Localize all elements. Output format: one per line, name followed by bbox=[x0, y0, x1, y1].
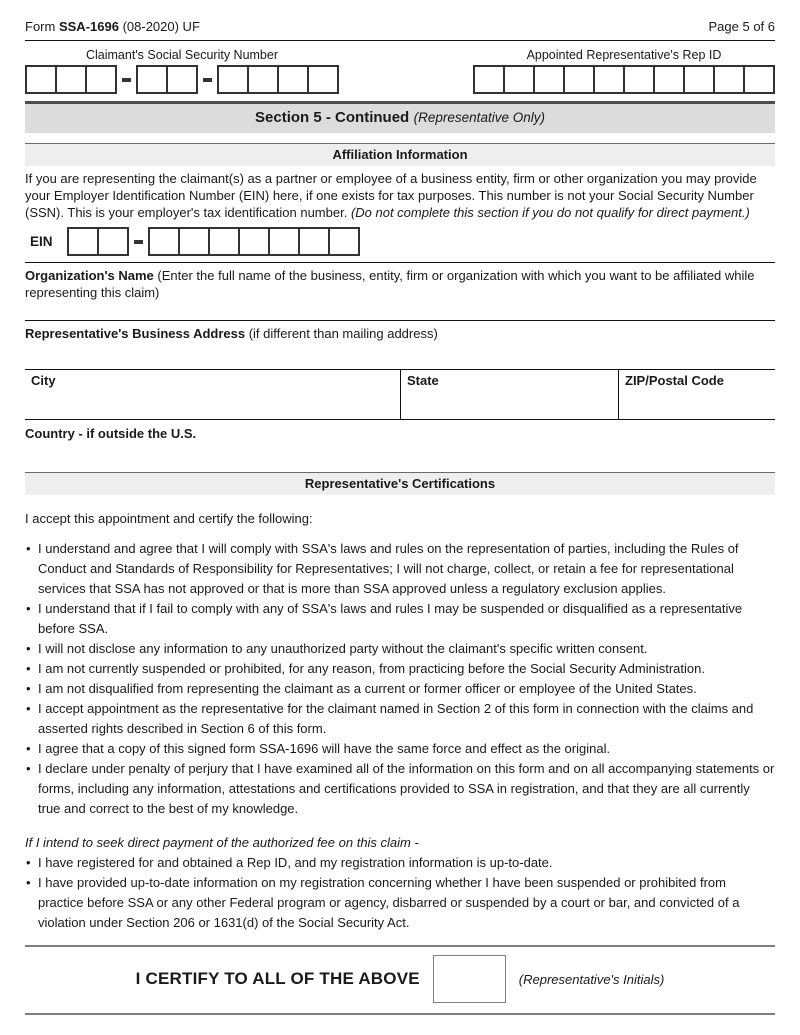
certifications-list bbox=[25, 539, 775, 819]
ssn-digit-box[interactable] bbox=[166, 65, 198, 94]
form-suffix: (08-2020) UF bbox=[122, 19, 200, 34]
page-number: Page 5 of 6 bbox=[708, 19, 775, 34]
ein-digit-box[interactable] bbox=[238, 227, 270, 256]
zip-field[interactable] bbox=[618, 370, 775, 419]
ein-digit-box[interactable] bbox=[298, 227, 330, 256]
country-input-area[interactable] bbox=[25, 442, 775, 472]
repid-digit-box[interactable] bbox=[713, 65, 745, 94]
id-boxes-row bbox=[25, 48, 775, 94]
ssn-group bbox=[25, 48, 339, 94]
repid-box-strip bbox=[473, 65, 775, 94]
business-address-note: (if different than mailing address) bbox=[248, 326, 438, 341]
page-header bbox=[25, 0, 775, 41]
ssn-digit-box[interactable] bbox=[85, 65, 117, 94]
certification-item: • I declare under penalty of perjury that I have examined all of the information on this form and on all accompanying statements or forms, including any information, attestations and certifications provided to SSA in registration, and that they are all currently true and correct to the best of my knowledge. bbox=[25, 759, 775, 819]
direct-payment-list bbox=[25, 853, 775, 933]
ein-digit-box[interactable] bbox=[328, 227, 360, 256]
repid-group bbox=[473, 48, 775, 94]
ssn-digit-box[interactable] bbox=[307, 65, 339, 94]
certification-item: • I have registered for and obtained a Rep ID, and my registration information is up-to-date. bbox=[25, 853, 775, 873]
ssn-digit-box[interactable] bbox=[247, 65, 279, 94]
form-prefix: Form bbox=[25, 19, 56, 34]
business-address-input-area[interactable] bbox=[25, 342, 775, 369]
dash-separator bbox=[134, 240, 143, 244]
zip-label: ZIP/Postal Code bbox=[625, 373, 724, 388]
section5-title: Section 5 - Continued bbox=[255, 109, 410, 126]
repid-digit-box[interactable] bbox=[563, 65, 595, 94]
country-field bbox=[25, 425, 775, 472]
repid-digit-box[interactable] bbox=[623, 65, 655, 94]
ein-digit-box[interactable] bbox=[67, 227, 99, 256]
repid-digit-box[interactable] bbox=[533, 65, 565, 94]
city-label: City bbox=[31, 373, 56, 388]
certification-item: • I will not disclose any information to any unauthorized party without the claimant's specific written consent. bbox=[25, 639, 775, 659]
ssn-digit-box[interactable] bbox=[25, 65, 57, 94]
divider-line bbox=[25, 262, 775, 263]
repid-label: Appointed Representative's Rep ID bbox=[526, 48, 722, 62]
state-field[interactable] bbox=[400, 370, 618, 419]
repid-digit-box[interactable] bbox=[683, 65, 715, 94]
organization-name-label: Organization's Name bbox=[25, 268, 154, 283]
city-field[interactable] bbox=[25, 370, 400, 419]
dash-separator bbox=[122, 78, 131, 82]
ssn-box-strip bbox=[25, 65, 339, 94]
affiliation-paragraph-italic: (Do not complete this section if you do not qualify for direct payment.) bbox=[350, 205, 750, 220]
certifications-header-bar: Representative's Certifications bbox=[25, 472, 775, 495]
ein-digit-box[interactable] bbox=[208, 227, 240, 256]
certification-item: • I accept appointment as the representative for the claimant named in Section 2 of this form in connection with the claims and asserted rights described in Section 6 of this form. bbox=[25, 699, 775, 739]
ein-digit-box[interactable] bbox=[97, 227, 129, 256]
ein-label: EIN bbox=[30, 234, 53, 249]
ssn-digit-box[interactable] bbox=[55, 65, 87, 94]
certification-item: • I understand that if I fail to comply with any of SSA's laws and rules I may be suspended or disqualified as a representative before SSA. bbox=[25, 599, 775, 639]
repid-digit-box[interactable] bbox=[743, 65, 775, 94]
form-identifier bbox=[25, 19, 200, 34]
certification-item: • I am not currently suspended or prohibited, for any reason, from practicing before the Social Security Administration. bbox=[25, 659, 775, 679]
direct-payment-intro: If I intend to seek direct payment of the authorized fee on this claim - bbox=[25, 835, 419, 850]
representative-initials-note: (Representative's Initials) bbox=[518, 971, 665, 987]
address-table bbox=[25, 369, 775, 420]
ein-row bbox=[25, 227, 775, 256]
ssn-digit-box[interactable] bbox=[217, 65, 249, 94]
repid-digit-box[interactable] bbox=[473, 65, 505, 94]
affiliation-header-bar: Affiliation Information bbox=[25, 143, 775, 166]
repid-digit-box[interactable] bbox=[503, 65, 535, 94]
certify-statement: I CERTIFY TO ALL OF THE ABOVE bbox=[135, 969, 420, 988]
affiliation-paragraph bbox=[25, 170, 775, 221]
repid-digit-box[interactable] bbox=[653, 65, 685, 94]
organization-name-note: (Enter the full name of the business, entity, firm or organization with which you want to be affiliated while representing this claim) bbox=[25, 268, 755, 300]
dash-separator bbox=[203, 78, 212, 82]
affiliation-paragraph-text: If you are representing the claimant(s) as a partner or employee of a business entity, firm or other organization you may provide your Employer Identification Number (EIN) here, if one exists for tax purposes. This number is not your Social Security Number (SSN). This is your employer's tax identification number. bbox=[25, 171, 757, 220]
ssn-label: Claimant's Social Security Number bbox=[85, 48, 279, 62]
certification-item: • I have provided up-to-date information on my registration concerning whether I have been suspended or prohibited from practice before SSA or any other Federal program or agency, disbarred or suspended by a court or bar, and convicted of a violation under Section 206 or 1631(d) of the Social Security Act. bbox=[25, 873, 775, 933]
ein-digit-box[interactable] bbox=[268, 227, 300, 256]
ein-digit-box[interactable] bbox=[178, 227, 210, 256]
certification-item: • I understand and agree that I will comply with SSA's laws and rules on the representation of parties, including the Rules of Conduct and Standards of Responsibility for Representatives; I will not charge, collect, or retain a fee for representational services that SSA has not approved or that is more than SSA approved unless a regulatory exclusion applies. bbox=[25, 539, 775, 599]
ein-box-strip bbox=[67, 227, 360, 256]
organization-name-input-area[interactable] bbox=[25, 301, 775, 320]
business-address-field bbox=[25, 325, 775, 369]
divider-line bbox=[25, 320, 775, 321]
ssn-digit-box[interactable] bbox=[277, 65, 309, 94]
state-label: State bbox=[407, 373, 439, 388]
certification-item: • I agree that a copy of this signed form SSA-1696 will have the same force and effect as the original. bbox=[25, 739, 775, 759]
organization-name-field bbox=[25, 267, 775, 320]
ein-digit-box[interactable] bbox=[148, 227, 180, 256]
repid-digit-box[interactable] bbox=[593, 65, 625, 94]
representative-initials-box[interactable] bbox=[433, 955, 506, 1003]
form-number: SSA-1696 bbox=[58, 19, 119, 34]
certify-strip bbox=[25, 945, 775, 1015]
business-address-label: Representative's Business Address bbox=[25, 326, 246, 341]
country-label: Country - if outside the U.S. bbox=[25, 426, 197, 441]
certifications-intro: I accept this appointment and certify the following: bbox=[25, 511, 313, 526]
ssn-digit-box[interactable] bbox=[136, 65, 168, 94]
section5-subtitle: (Representative Only) bbox=[413, 110, 545, 125]
section5-header-bar bbox=[25, 101, 775, 133]
certification-item: • I am not disqualified from representing the claimant as a current or former officer or employee of the United States. bbox=[25, 679, 775, 699]
